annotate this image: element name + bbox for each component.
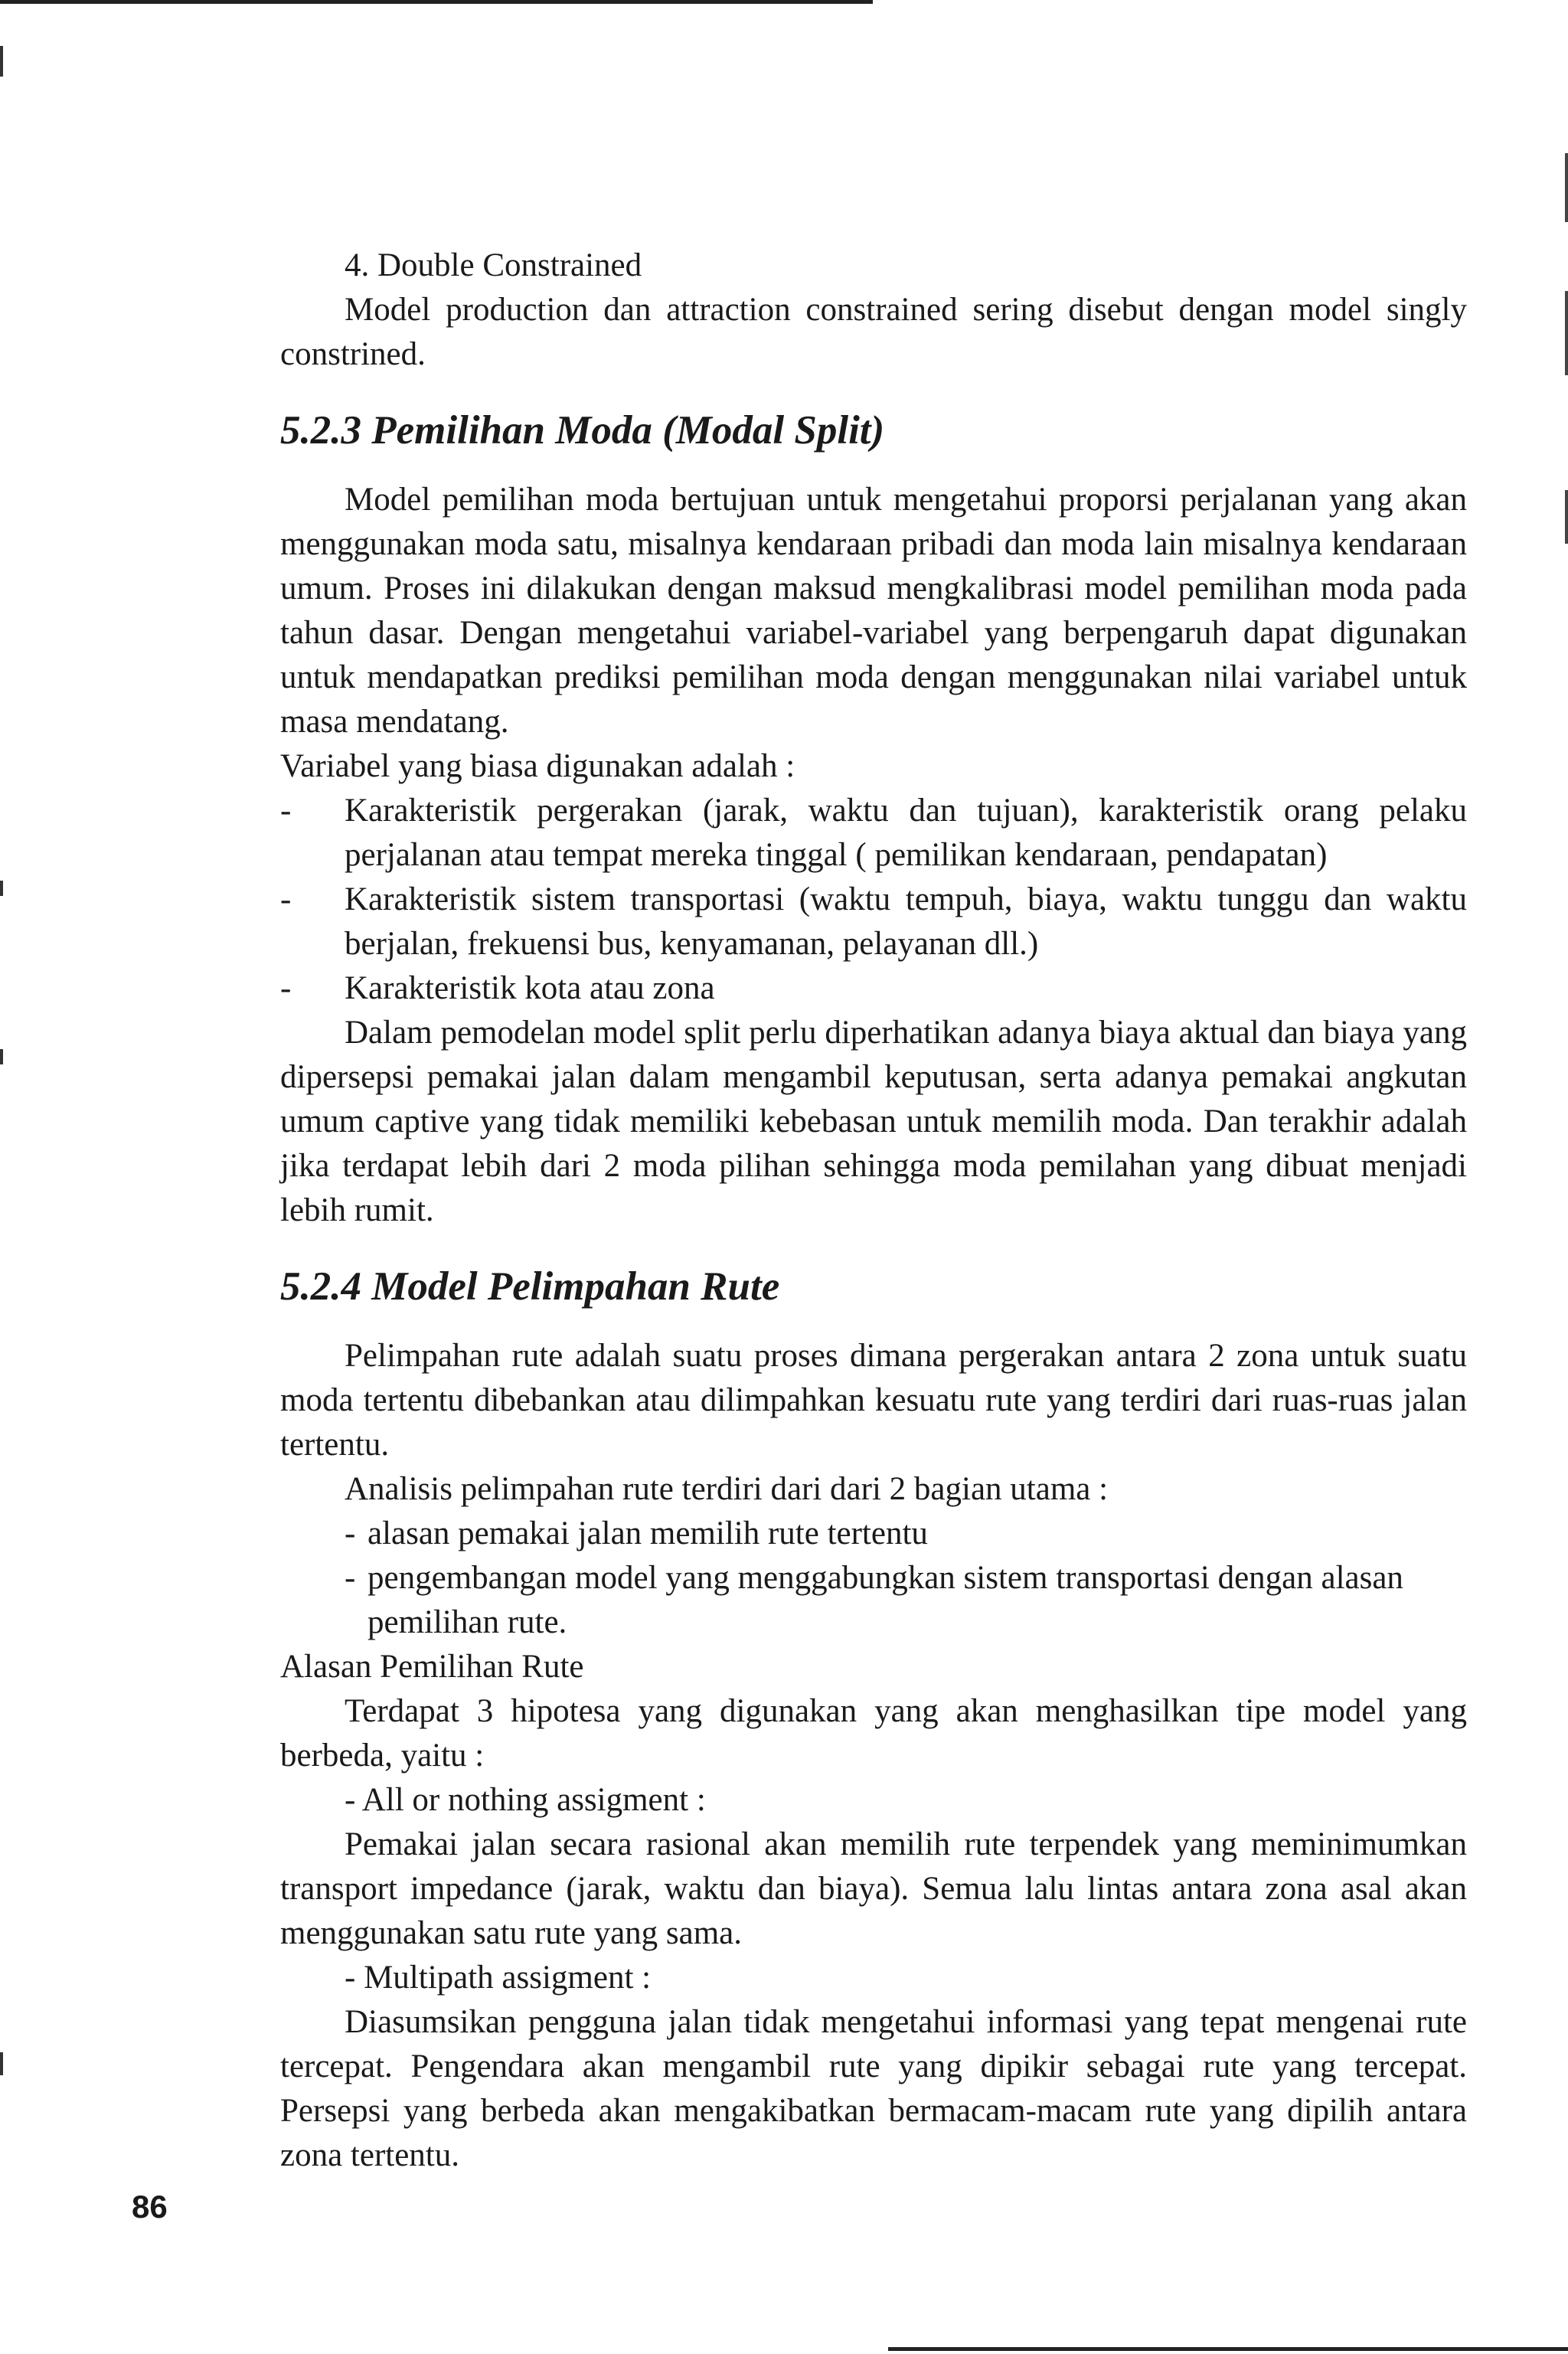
hypothesis-2-text: Diasumsikan pengguna jalan tidak mengetahui informasi yang tepat mengenai rute tercepat. Pengendara akan mengambil rute yang dipikir sebagai rute yang tercepat. Persepsi yang berbeda akan mengakibatkan bermacam-macam rute yang dipilih antara zona tertentu. — [280, 2004, 1467, 2173]
analysis-item-text: alasan pemakai jalan memilih rute tertentu — [368, 1515, 928, 1551]
dash-marker: - — [345, 1560, 356, 1596]
scan-right-edge-mark — [1565, 153, 1568, 222]
dash-marker: - — [280, 793, 292, 829]
scan-right-edge-mark — [1565, 490, 1568, 544]
scan-left-edge-mark — [0, 1049, 3, 1064]
variable-item — [280, 878, 1467, 966]
variable-item-text: Karakteristik sistem transportasi (waktu tempuh, biaya, waktu tunggu dan waktu berjalan, frekuensi bus, kenyamanan, pelayanan dll.) — [345, 881, 1467, 962]
page-number: 86 — [132, 2189, 168, 2225]
dash-marker: - — [280, 881, 292, 917]
analysis-intro: Analisis pelimpahan rute terdiri dari dari 2 bagian utama : — [345, 1471, 1109, 1507]
hypothesis-1-text: Pemakai jalan secara rasional akan memilih rute terpendek yang meminimumkan transport impedance (jarak, waktu dan biaya). Semua lalu lintas antara zona asal akan menggunakan satu rute yang sama. — [280, 1826, 1467, 1951]
variable-item-text: Karakteristik kota atau zona — [345, 970, 715, 1006]
dash-marker: - — [280, 970, 292, 1006]
scan-right-edge-mark — [1565, 291, 1568, 375]
scan-left-edge-mark — [0, 2052, 3, 2075]
analysis-item-text: pengembangan model yang menggabungkan sistem transportasi dengan alasan pemilihan rute. — [368, 1560, 1403, 1640]
hypothesis-2-title: - Multipath assigment : — [345, 1960, 652, 1996]
section-5-2-3-heading: 5.2.3 Pemilihan Moda (Modal Split) — [280, 408, 885, 453]
route-assignment-paragraph: Pelimpahan rute adalah suatu proses dimana pergerakan antara 2 zona untuk suatu moda tertentu dibebankan atau dilimpahkan kesuatu rute yang terdiri dari ruas-ruas jalan tertentu. — [280, 1338, 1467, 1463]
scan-left-edge-mark — [0, 46, 3, 77]
hypothesis-intro: Terdapat 3 hipotesa yang digunakan yang akan menghasilkan tipe model yang berbeda, yaitu : — [280, 1693, 1467, 1774]
scan-left-edge-mark — [0, 881, 3, 896]
variable-item — [280, 789, 1467, 878]
section-5-2-4-heading: 5.2.4 Model Pelimpahan Rute — [280, 1264, 780, 1309]
section-4-title: 4. Double Constrained — [345, 247, 642, 283]
scan-bottom-edge — [888, 2347, 1568, 2351]
analysis-item — [280, 1556, 1467, 1645]
analysis-item — [280, 1512, 1467, 1556]
hypothesis-1-title: - All or nothing assigment : — [345, 1782, 706, 1818]
variables-intro: Variabel yang biasa digunakan adalah : — [280, 748, 795, 784]
dash-marker: - — [345, 1515, 356, 1551]
scan-top-edge — [0, 0, 873, 4]
modal-split-paragraph-2: Dalam pemodelan model split perlu diperhatikan adanya biaya aktual dan biaya yang dipersepsi pemakai jalan dalam mengambil keputusan, serta adanya pemakai angkutan umum captive yang tidak memiliki kebebasan untuk memilih moda. Dan terakhir adalah jika terdapat lebih dari 2 moda pilihan sehingga moda pemilahan yang dibuat menjadi lebih rumit. — [280, 1015, 1467, 1228]
modal-split-paragraph: Model pemilihan moda bertujuan untuk mengetahui proporsi perjalanan yang akan menggunakan moda satu, misalnya kendaraan pribadi dan moda lain misalnya kendaraan umum. Proses ini dilakukan dengan maksud mengkalibrasi model pemilihan moda pada tahun dasar. Dengan mengetahui variabel-variabel yang berpengaruh dapat digunakan untuk mendapatkan prediksi pemilihan moda dengan menggunakan nilai variabel untuk masa mendatang. — [280, 482, 1467, 740]
route-reason-title: Alasan Pemilihan Rute — [280, 1649, 584, 1685]
page-body — [280, 244, 1467, 2178]
section-4-text: Model production dan attraction constrained sering disebut dengan model singly constrined. — [280, 292, 1467, 372]
variable-item — [280, 966, 1467, 1011]
variable-item-text: Karakteristik pergerakan (jarak, waktu dan tujuan), karakteristik orang pelaku perjalanan atau tempat mereka tinggal ( pemilikan kendaraan, pendapatan) — [345, 793, 1467, 873]
